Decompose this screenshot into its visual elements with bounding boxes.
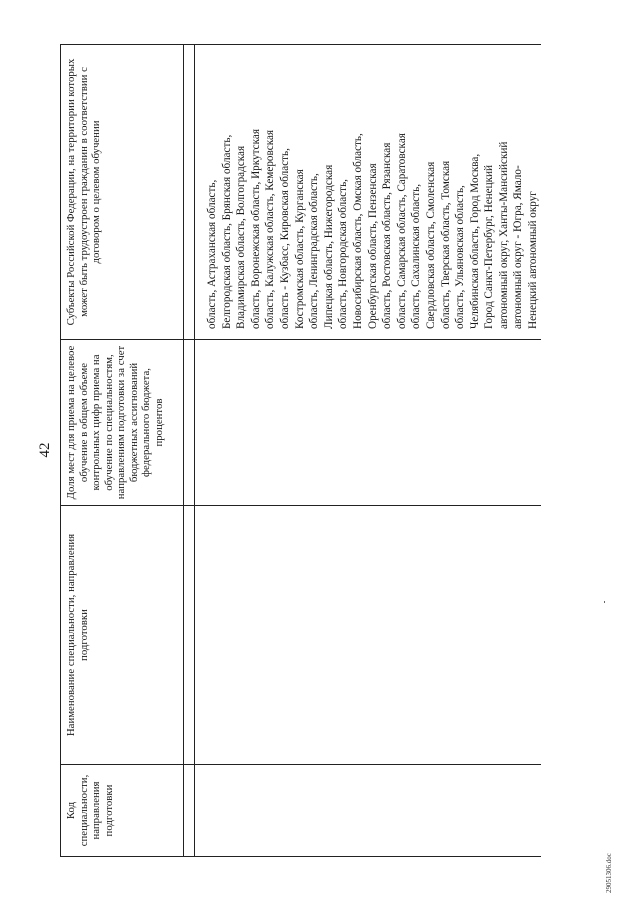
region-line: Белгородская область, Брянская область,: [220, 134, 233, 329]
table-gap-row: [184, 45, 195, 857]
region-line: Ненецкий автономный округ: [527, 191, 540, 329]
region-line: область, Ульяновская область,: [454, 185, 467, 329]
region-line: область, Калужская область, Кемеровская: [264, 129, 277, 329]
cell-name: [195, 506, 541, 765]
header-name: Наименование специальности, направления подготовки: [61, 506, 184, 765]
header-code: Код специальности, направления подготовки: [61, 765, 184, 857]
region-line: Костромская область, Курганская: [293, 169, 306, 329]
regions-list: [195, 45, 541, 339]
region-line: Город Санкт-Петербург, Ненецкий: [483, 164, 496, 329]
cell-share: [195, 340, 541, 506]
page-number: 42: [37, 442, 53, 458]
region-line: Оренбургская область, Пензенская: [366, 163, 379, 329]
region-line: область, Тверская область, Томская: [439, 160, 452, 329]
region-line: Челябинская область, Город Москва,: [468, 153, 481, 329]
region-line: область, Воронежская область, Иркутская: [249, 129, 262, 329]
specialty-table: [60, 44, 541, 857]
region-line: область, Сахалинская область,: [410, 183, 423, 329]
table-row: [195, 45, 541, 857]
region-line: автономный округ - Югра, Ямало-: [512, 165, 525, 329]
region-line: область, Ленинградская область,: [308, 173, 321, 329]
region-line: область, Новгородская область,: [337, 179, 350, 329]
region-line: область, Ростовская область, Рязанская: [381, 142, 394, 329]
header-share: Доля мест для приема на целевое обучение в общем объеме контрольных цифр приема на обучение по специальностям, направлениям подготовки за счет бюджетных ассигнований федерального бюджета, процентов: [61, 340, 184, 506]
header-regions: Субъекты Российской Федерации, на территории которых может быть трудоустроен гражданин в соответствии с договором о целевом обучении: [61, 45, 184, 340]
cell-regions: [195, 45, 541, 340]
region-line: область - Кузбасс, Кировская область,: [278, 148, 291, 329]
table-header-row: [61, 45, 184, 857]
region-line: Свердловская область, Смоленская: [424, 161, 437, 329]
cell-code: [195, 765, 541, 857]
region-line: Владимирская область, Волгоградская: [235, 145, 248, 329]
file-code: 29051306.doc: [605, 853, 613, 893]
region-line: автономный округ, Ханты-Мансийский: [497, 141, 510, 329]
region-line: Липецкая область, Нижегородская: [322, 164, 335, 329]
region-line: область, Самарская область, Саратовская: [395, 133, 408, 329]
scan-speck: [604, 601, 605, 603]
region-line: Новосибирская область, Омская область,: [351, 133, 364, 329]
region-line: область, Астраханская область,: [206, 179, 218, 329]
